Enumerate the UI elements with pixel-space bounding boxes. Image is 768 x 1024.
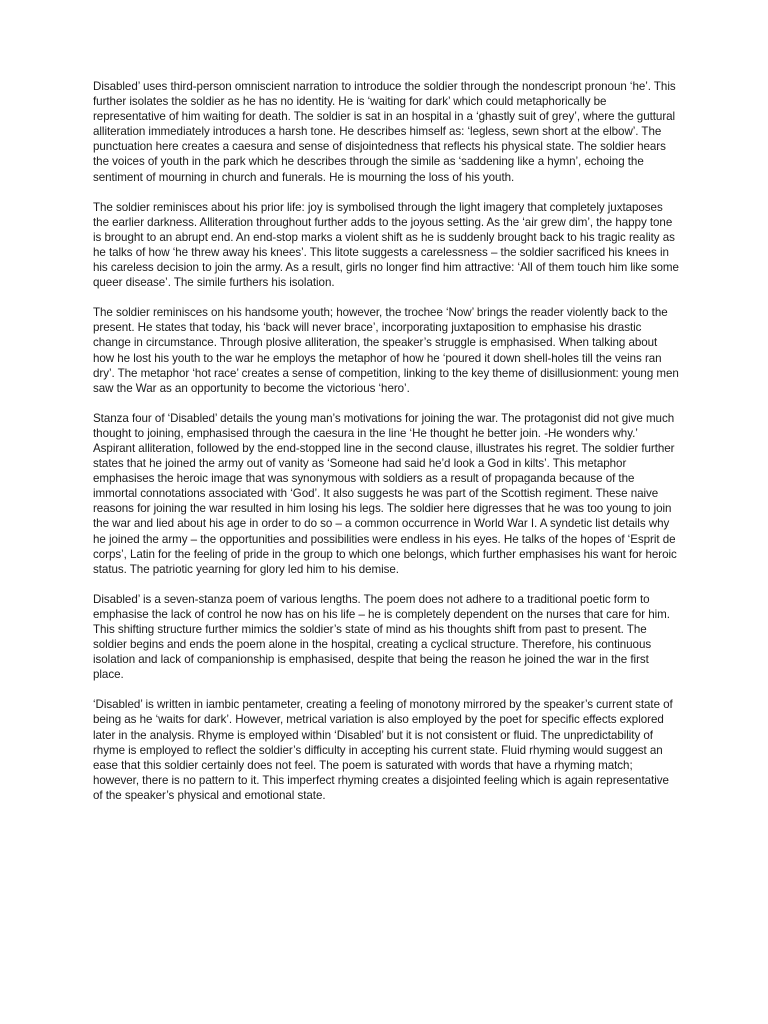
paragraph-handsome-youth: The soldier reminisces on his handsome youth; however, the trochee ‘Now’ brings the reader violently back to the present. He states that today, his ‘back will never brace’, incorporating juxtaposition to emphasise his drastic change in circumstance. Through plosive alliteration, the speaker’s struggle is emphasised. When talking about how he lost his youth to the war he employs the metaphor of how he ‘poured it down shell-holes till the veins ran dry’. The metaphor ‘hot race’ creates a sense of competition, linking to the key theme of disillusionment: young men saw the War as an opportunity to become the victorious ‘hero’. (93, 306, 679, 395)
paragraph-structure: Disabled’ is a seven-stanza poem of various lengths. The poem does not adhere to a traditional poetic form to emphasise the lack of control he now has on his life – he is completely dependent on the nurses that care for him. This shifting structure further mimics the soldier’s state of mind as his thoughts shift from past to present. The soldier begins and ends the poem alone in the hospital, creating a cyclical structure. Therefore, his continuous isolation and lack of companionship is emphasised, despite that being the reason he joined the war in the first place. (93, 592, 670, 682)
document-page (93, 79, 679, 818)
paragraph-metre-rhyme: ‘Disabled’ is written in iambic pentameter, creating a feeling of monotony mirrored by the speaker’s current state of being as he ‘waits for dark’. However, metrical variation is also employed by the poet for specific effects explored later in the analysis. Rhyme is employed within ‘Disabled’ but it is not consistent or fluid. The unpredictability of rhyme is employed to reflect the soldier’s difficulty in accepting his current state. Fluid rhyming would suggest an ease that this soldier certainly does not feel. The poem is saturated with words that have a rhyming match; however, there is no pattern to it. This imperfect rhyming creates a disjointed feeling which is again representative of the speaker’s physical and emotional state. (93, 698, 673, 802)
paragraph-narration: Disabled’ uses third-person omniscient narration to introduce the soldier through the nondescript pronoun ‘he’. This further isolates the soldier as he has no identity. He is ‘waiting for dark’ which could metaphorically be representative of him waiting for death. The soldier is sat in an hospital in a ‘ghastly suit of grey’, where the guttural alliteration immediately introduces a harsh tone. He describes himself as: ‘legless, sewn short at the elbow’. The punctuation here creates a caesura and sense of disjointedness that reflects his physical state. The soldier hears the voices of youth in the park which he describes through the simile as ‘saddening like a hymn’, echoing the sentiment of mourning in church and funerals. He is mourning the loss of his youth. (93, 80, 676, 184)
paragraph-prior-life: The soldier reminisces about his prior life: joy is symbolised through the light imagery that completely juxtaposes the earlier darkness. Alliteration throughout further adds to the joyous setting. As the ‘air grew dim’, the happy tone is brought to an abrupt end. An end-stop marks a violent shift as he is suddenly brought back to his tragic reality as he talks of how ‘he threw away his knees’. This litote suggests a carelessness – the soldier sacrificed his knees in his careless decision to join the army. As a result, girls no longer find him attractive: ‘All of them touch him like some queer disease’. The simile furthers his isolation. (93, 200, 679, 290)
paragraph-stanza-four: Stanza four of ‘Disabled’ details the young man’s motivations for joining the war. The protagonist did not give much thought to joining, emphasised through the caesura in the line ‘He thought he better join. -He wonders why.’ Aspirant alliteration, followed by the end-stopped line in the second clause, illustrates his regret. The soldier further states that he joined the army out of vanity as ‘Someone had said he’d look a God in kilts’. This metaphor emphasises the heroic image that was synonymous with soldiers as a result of propaganda because of the immortal connotations associated with ‘God’. It also suggests he was part of the Scottish regiment. These naive reasons for joining the war resulted in him losing his legs. The soldier here digresses that he was too young to join the war and lied about his age in order to do so – a common occurrence in World War I. A syndetic list details why he joined the army – the opportunities and possibilities were endless in his eyes. He talks of the hopes of ‘Esprit de corps’, Latin for the feeling of pride in the group to which one belongs, which further emphasises his want for heroic status. The patriotic yearning for glory led him to his demise. (93, 411, 677, 576)
